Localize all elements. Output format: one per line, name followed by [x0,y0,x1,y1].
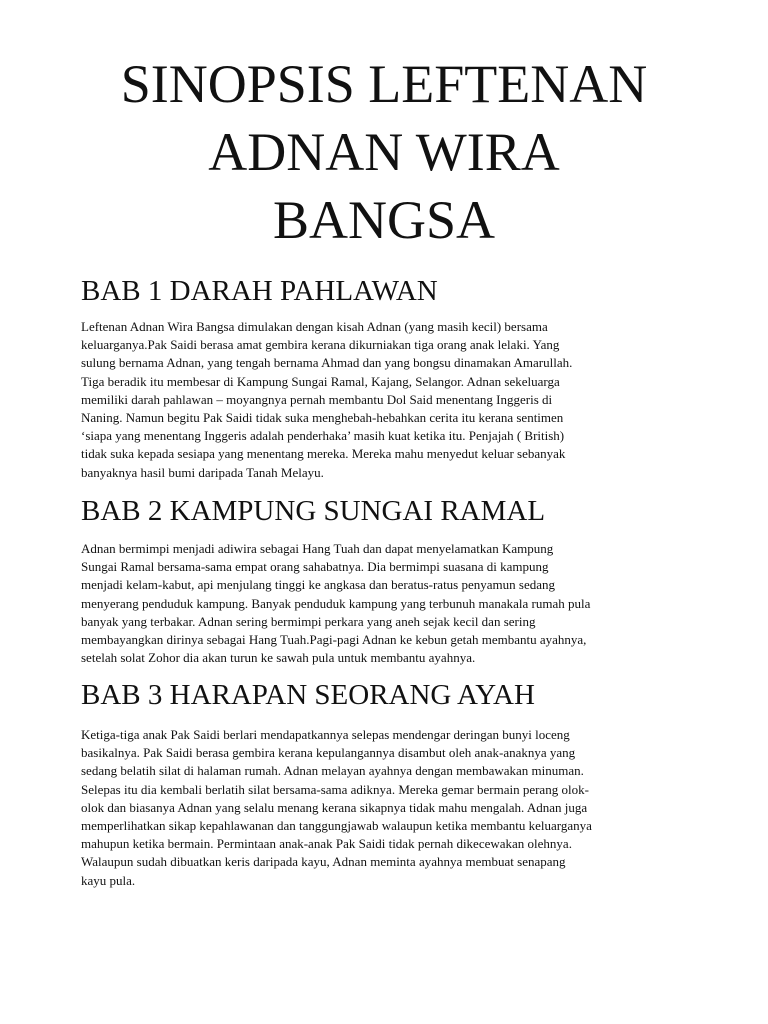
paragraph-line: Adnan bermimpi menjadi adiwira sebagai Hang Tuah dan dapat menyelamatkan Kampung [81,541,554,556]
section-heading-bab-2: BAB 2 KAMPUNG SUNGAI RAMAL [81,495,546,527]
section-body-bab-2 [81,540,701,667]
section-body-bab-1 [81,318,701,482]
paragraph-line: basikalnya. Pak Saidi berasa gembira kerana kepulangannya disambut oleh anak-anaknya yang [81,745,576,761]
paragraph-line: memiliki darah pahlawan – moyangnya pernah membantu Dol Said menentang Inggeris di [81,391,553,407]
paragraph-line: kayu pula. [81,872,136,888]
paragraph-line: Leftenan Adnan Wira Bangsa dimulakan dengan kisah Adnan (yang masih kecil) bersama [81,319,548,334]
section-body-bab-3 [81,726,701,890]
paragraph-line: sedang belatih silat di halaman rumah. Adnan melayan ayahnya dengan membawakan minuman. [81,763,584,779]
title-line: BANGSA [272,190,496,250]
paragraph-line: Sungai Ramal bersama-sama empat orang sahabatnya. Dia bermimpi suasana di kampung [81,559,549,575]
paragraph-line: keluarganya.Pak Saidi berasa amat gembira kerana dikurniakan tiga orang anak lelaki. Yang [81,337,560,353]
paragraph-line: memperlihatkan sikap kepahlawanan dan tanggungjawab walaupun ketika membantu keluarganya [81,818,592,834]
paragraph-line: olok dan biasanya Adnan yang selalu menang kerana sikapnya tidak mahu mengalah. Adnan juga [81,799,588,815]
paragraph-line: setelah solat Zohor dia akan turun ke sawah pula untuk membantu ayahnya. [81,650,476,666]
paragraph-line: sulung bernama Adnan, yang tengah bernama Ahmad dan yang bongsu dinamakan Amarullah. [81,355,573,371]
title-line: SINOPSIS LEFTENAN [120,54,648,114]
section-heading-bab-1: BAB 1 DARAH PAHLAWAN [81,275,438,307]
paragraph-line: Tiga beradik itu membesar di Kampung Sungai Ramal, Kajang, Selangor. Adnan sekeluarga [81,373,560,389]
paragraph-line: mahupun ketika bermain. Permintaan anak-anak Pak Saidi tidak pernah dikecewakan olehnya. [81,836,572,852]
paragraph-line: ‘siapa yang menentang Inggeris adalah penderhaka’ masih kuat ketika itu. Penjajah ( British) [81,428,565,444]
paragraph-line: membayangkan dirinya sebagai Hang Tuah.Pagi-pagi Adnan ke kebun getah membantu ayahnya, [81,632,587,648]
paragraph-line: menyerang penduduk kampung. Banyak penduduk kampung yang terbunuh manakala rumah pula [81,595,591,611]
paragraph-line: Walaupun sudah dibuatkan keris daripada kayu, Adnan meminta ayahnya membuat senapang [81,854,566,870]
title-line: ADNAN WIRA [208,122,560,182]
paragraph-line: Selepas itu dia kembali berlatih silat bersama-sama adiknya. Mereka gemar bermain perang olok- [81,781,589,797]
paragraph-line: menjadi kelam-kabut, api menjulang tinggi ke angkasa dan beratus-ratus penyamun sedang [81,577,555,593]
section-heading-bab-3: BAB 3 HARAPAN SEORANG AYAH [81,679,535,711]
document-title [60,50,708,254]
paragraph-line: banyaknya hasil bumi daripada Tanah Melayu. [81,464,324,480]
paragraph-line: Ketiga-tiga anak Pak Saidi berlari mendapatkannya selepas mendengar deringan bunyi loceng [81,727,570,742]
paragraph-line: tidak suka kepada sesiapa yang menentang mereka. Mereka mahu menyedut keluar sebanyak [81,446,566,462]
paragraph-line: Naning. Namun begitu Pak Saidi tidak suka menghebah-hebahkan cerita itu kerana sentimen [81,410,564,426]
paragraph-line: banyak yang terbakar. Adnan sering bermimpi perkara yang aneh sejak kecil dan sering [81,613,536,629]
